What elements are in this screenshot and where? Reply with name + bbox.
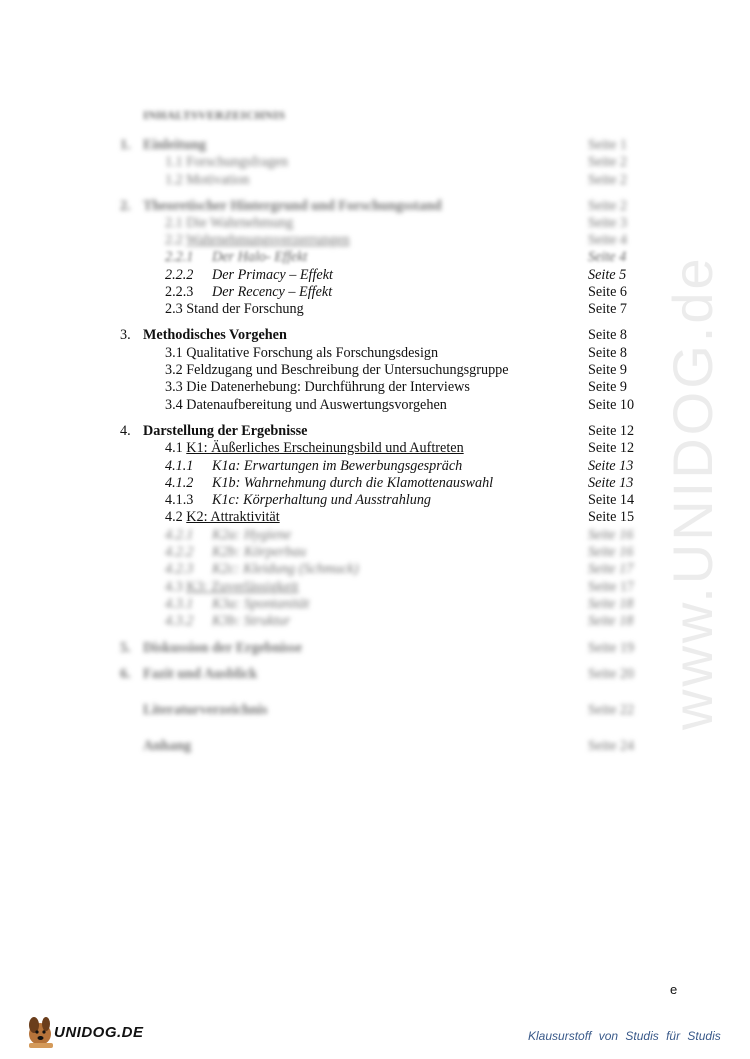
- toc-entry-4-3: 4.3 K3: Zuverlässigkeit Seite 17: [165, 579, 635, 595]
- toc-entry-1: 1. Einleitung Seite 1: [120, 137, 628, 153]
- toc-entry-2-2-1: 2.2.1 Der Halo- Effekt Seite 4: [165, 249, 627, 265]
- toc-entry-2-2-3: 2.2.3 Der Recency – Effekt Seite 6: [165, 284, 628, 300]
- toc-entry-4-3-1: 4.3.1 K3a: Spontanität Seite 18: [165, 596, 634, 612]
- toc-entry-4-2-3: 4.2.3 K2c: Kleidung (Schmuck) Seite 17: [165, 561, 634, 577]
- toc-title: INHALTSVERZEICHNIS: [143, 108, 286, 122]
- toc-entry-4-2: 4.2 K2: Attraktivität Seite 15: [165, 509, 635, 525]
- toc-entry-3: 3. Methodisches Vorgehen Seite 8: [120, 327, 628, 343]
- watermark: www.UNIDOG.de: [661, 255, 724, 730]
- toc-entry-2-2-2: 2.2.2 Der Primacy – Effekt Seite 5: [165, 267, 627, 283]
- toc-entry-literature: Literaturverzeichnis Seite 22: [143, 702, 635, 718]
- toc-entry-4-1: 4.1 K1: Äußerliches Erscheinungsbild und Auftreten Seite 12: [165, 440, 635, 456]
- toc-entry-3-2: 3.2 Feldzugang und Beschreibung der Untersuchungsgruppe Seite 9: [165, 362, 628, 378]
- toc-entry-4: 4. Darstellung der Ergebnisse Seite 12: [120, 423, 635, 439]
- toc-entry-5: 5. Diskussion der Ergebnisse Seite 19: [120, 640, 635, 656]
- toc-entry-4-2-2: 4.2.2 K2b: Körperbau Seite 16: [165, 544, 634, 560]
- toc-entry-2: 2. Theoretischer Hintergrund und Forschungsstand Seite 2: [120, 198, 628, 214]
- footer-slogan: Klausurstoff von Studis für Studis: [528, 1029, 721, 1043]
- toc-entry-4-1-3: 4.1.3 K1c: Körperhaltung und Ausstrahlung Seite 14: [165, 492, 635, 508]
- toc-entry-2-1: 2.1 Die Wahrnehmung Seite 3: [165, 215, 628, 231]
- toc-entry-appendix: Anhang Seite 24: [143, 738, 635, 754]
- toc-entry-2-3: 2.3 Stand der Forschung Seite 7: [165, 301, 628, 317]
- toc-entry-3-3: 3.3 Die Datenerhebung: Durchführung der Interviews Seite 9: [165, 379, 628, 395]
- toc-entry-4-1-2: 4.1.2 K1b: Wahrnehmung durch die Klamottenauswahl Seite 13: [165, 475, 634, 491]
- toc-entry-1-1: 1.1 Forschungsfragen Seite 2: [165, 154, 628, 170]
- toc-entry-4-1-1: 4.1.1 K1a: Erwartungen im Bewerbungsgespräch Seite 13: [165, 458, 634, 474]
- toc-entry-3-1: 3.1 Qualitative Forschung als Forschungsdesign Seite 8: [165, 345, 628, 361]
- toc-entry-3-4: 3.4 Datenaufbereitung und Auswertungsvorgehen Seite 10: [165, 397, 635, 413]
- toc-entry-4-3-2: 4.3.2 K3b: Struktur Seite 18: [165, 613, 634, 629]
- toc-entry-4-2-1: 4.2.1 K2a: Hygiene Seite 16: [165, 527, 634, 543]
- toc-entry-1-2: 1.2 Motivation Seite 2: [165, 172, 628, 188]
- toc-entry-2-2: 2.2 Wahrnehmungsverzerrungen Seite 4: [165, 232, 628, 248]
- toc-entry-6: 6. Fazit und Ausblick Seite 20: [120, 666, 635, 682]
- logo-text: UNIDOG.DE: [54, 1024, 144, 1041]
- footer-letter: e: [670, 982, 678, 997]
